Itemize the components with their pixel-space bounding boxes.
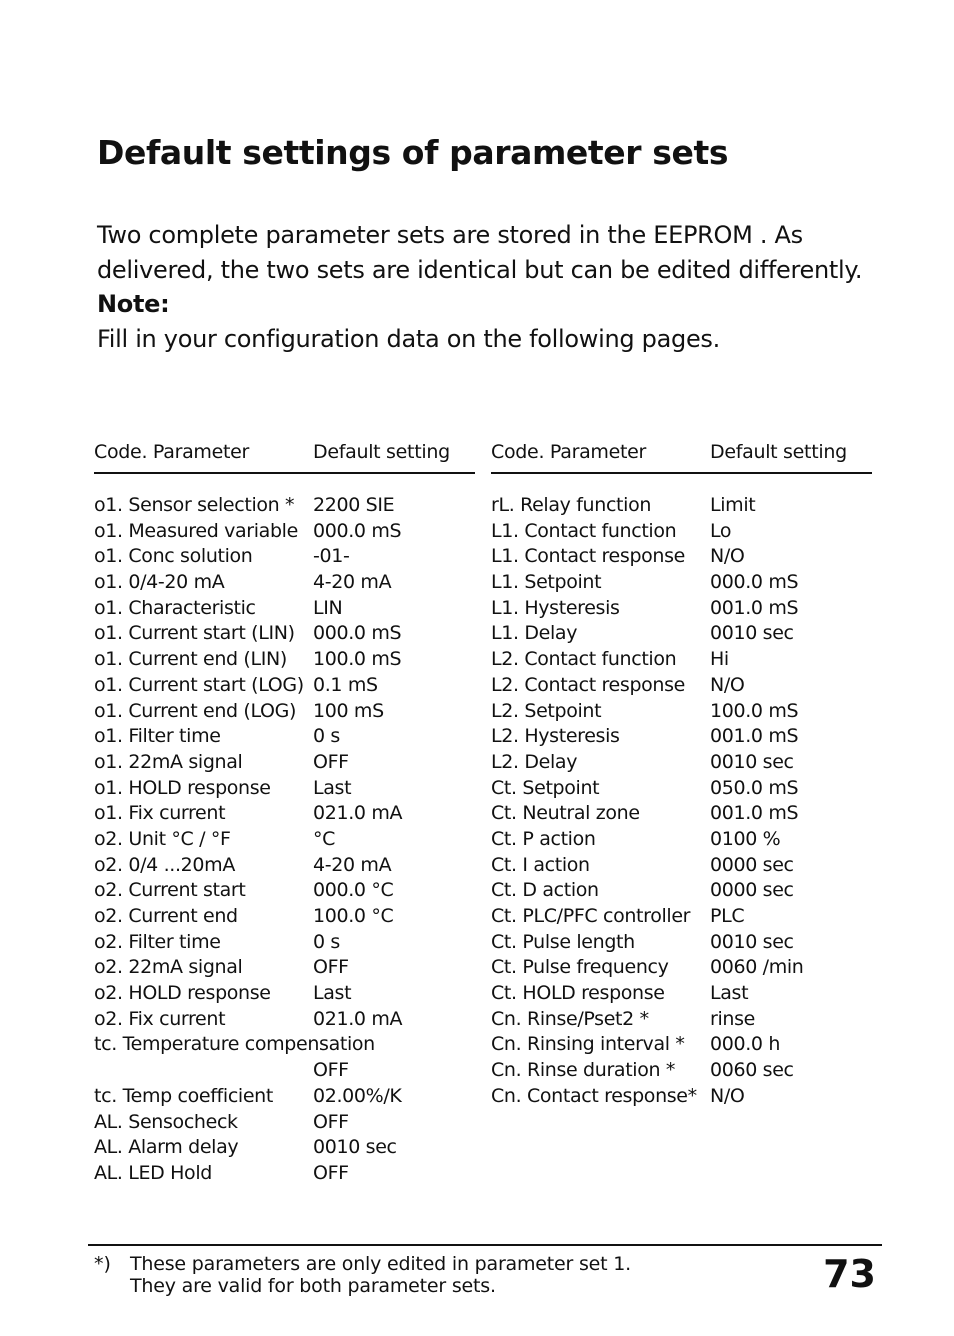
table-row (491, 955, 872, 981)
parameter-name: Ct. D action (491, 879, 599, 902)
table-row (491, 621, 872, 647)
default-value: 0010 sec (710, 750, 794, 773)
parameter-name: tc. Temperature compensation (94, 1033, 375, 1056)
default-value: 001.0 mS (710, 725, 799, 748)
table-row (491, 673, 872, 699)
table-row (491, 570, 872, 596)
default-value: 100 mS (313, 699, 384, 722)
table-row (94, 853, 475, 879)
default-value: OFF (313, 1059, 349, 1082)
parameter-name: o2. Unit °C / °F (94, 827, 231, 850)
parameter-name: Ct. HOLD response (491, 982, 665, 1005)
table-row (491, 544, 872, 570)
table-row (491, 1084, 872, 1110)
parameter-name: AL. Alarm delay (94, 1136, 239, 1159)
default-value: 000.0 mS (710, 571, 799, 594)
table-row (491, 750, 872, 776)
parameter-name: o2. 22mA signal (94, 956, 243, 979)
default-value: OFF (313, 1161, 349, 1184)
parameter-name: L1. Hysteresis (491, 596, 620, 619)
intro-text (97, 218, 897, 356)
parameter-name: o2. Current end (94, 905, 238, 927)
default-value: PLC (710, 905, 745, 927)
default-value: °C (313, 827, 336, 850)
page-number: 73 (823, 1252, 876, 1296)
table-row (94, 544, 475, 570)
table-header (94, 438, 475, 474)
default-value: Last (313, 982, 352, 1005)
default-value: rinse (710, 1007, 755, 1030)
default-value: 001.0 mS (710, 802, 799, 825)
parameter-name: o1. Current start (LIN) (94, 622, 295, 645)
parameter-name: o1. HOLD response (94, 776, 271, 799)
default-value: N/O (710, 1084, 745, 1107)
parameter-name: o1. Fix current (94, 802, 226, 825)
table-row (94, 519, 475, 545)
parameter-name: o2. Current start (94, 879, 246, 902)
default-value: OFF (313, 750, 349, 773)
parameter-name: o1. Conc solution (94, 545, 253, 568)
default-value: 0000 sec (710, 853, 794, 876)
parameter-name: L1. Delay (491, 622, 578, 645)
default-value: 000.0 °C (313, 879, 394, 902)
default-value: Hi (710, 648, 729, 671)
table-row (94, 724, 475, 750)
table-row (94, 878, 475, 904)
table-row (491, 827, 872, 853)
table-row (491, 724, 872, 750)
table-row (491, 904, 872, 930)
footnote (88, 1244, 882, 1297)
parameter-name: Ct. PLC/PFC controller (491, 905, 691, 927)
default-value: 001.0 mS (710, 596, 799, 619)
table-row (94, 827, 475, 853)
default-value: 100.0 °C (313, 905, 394, 927)
parameter-name: o1. Filter time (94, 725, 221, 748)
default-value: 050.0 mS (710, 776, 799, 799)
default-value: OFF (313, 956, 349, 979)
footnote-mark: *) (94, 1253, 111, 1275)
table-row (94, 930, 475, 956)
table-row (94, 673, 475, 699)
default-value: 0 s (313, 725, 340, 748)
default-value: Last (710, 982, 749, 1005)
table-body (491, 493, 872, 1110)
default-value: 02.00%/K (313, 1084, 402, 1107)
parameter-name: rL. Relay function (491, 494, 652, 516)
default-value: 0100 % (710, 827, 781, 850)
parameter-name: Cn. Rinse/Pset2 * (491, 1007, 649, 1030)
default-value: 0 s (313, 930, 340, 953)
default-value: 100.0 mS (313, 648, 402, 671)
parameter-name: L1. Contact function (491, 519, 677, 542)
table-row (491, 1032, 872, 1058)
table-row (491, 1058, 872, 1084)
table-row (94, 1161, 475, 1187)
default-value: 0060 /min (710, 956, 804, 979)
table-row (94, 596, 475, 622)
table-row (94, 1032, 475, 1058)
default-value: N/O (710, 673, 745, 696)
parameter-name: L1. Contact response (491, 545, 686, 568)
header-default-setting: Default setting (313, 441, 450, 463)
default-value: Lo (710, 519, 732, 542)
default-value: 0010 sec (710, 930, 794, 953)
default-value: 0010 sec (710, 622, 794, 645)
default-value: 000.0 mS (313, 519, 402, 542)
parameter-name: Ct. I action (491, 853, 590, 876)
header-default-setting: Default setting (710, 441, 847, 463)
parameter-name: o2. 0/4 ...20mA (94, 853, 235, 876)
footnote-line: These parameters are only edited in parameter set 1. (130, 1253, 631, 1275)
table-row (491, 930, 872, 956)
note-text: Fill in your configuration data on the following pages. (97, 324, 720, 353)
table-header (491, 438, 872, 474)
table-row (94, 1007, 475, 1033)
table-row (491, 776, 872, 802)
table-row (491, 801, 872, 827)
default-value: 4-20 mA (313, 853, 392, 876)
note-label: Note: (97, 290, 170, 318)
table-row (94, 981, 475, 1007)
parameter-name: Ct. P action (491, 827, 596, 850)
table-row (94, 801, 475, 827)
default-value: Last (313, 776, 352, 799)
parameter-name: Cn. Rinse duration * (491, 1059, 676, 1082)
table-row (94, 1110, 475, 1136)
default-value: 0000 sec (710, 879, 794, 902)
table-row (94, 904, 475, 930)
footnote-line: They are valid for both parameter sets. (130, 1275, 496, 1297)
table-row (491, 519, 872, 545)
parameter-name: o1. 0/4-20 mA (94, 571, 225, 594)
parameter-name: o2. Fix current (94, 1007, 226, 1030)
parameter-name: o1. Characteristic (94, 596, 256, 619)
table-row (94, 1058, 475, 1084)
intro-line: delivered, the two sets are identical but can be edited differently. (97, 255, 863, 284)
default-value: 021.0 mA (313, 802, 403, 825)
parameter-name: o2. Filter time (94, 930, 221, 953)
table-row (94, 621, 475, 647)
default-value: -01- (313, 545, 350, 568)
parameter-name: o1. Measured variable (94, 519, 298, 542)
table-row (491, 981, 872, 1007)
parameter-name: tc. Temp coefficient (94, 1084, 273, 1107)
default-value: 2200 SIE (313, 494, 395, 516)
parameter-name: Cn. Rinsing interval * (491, 1033, 685, 1056)
default-value: 0010 sec (313, 1136, 397, 1159)
table-row (94, 1084, 475, 1110)
table-row (491, 596, 872, 622)
intro-line: Two complete parameter sets are stored in the EEPROM . As (97, 221, 803, 249)
parameter-table-right (491, 438, 872, 1110)
table-row (94, 647, 475, 673)
table-row (94, 570, 475, 596)
table-row (94, 1135, 475, 1161)
parameter-name: L2. Setpoint (491, 699, 602, 722)
parameter-name: Ct. Setpoint (491, 776, 600, 799)
parameter-name: Ct. Neutral zone (491, 802, 640, 825)
header-code-parameter: Code. Parameter (94, 441, 250, 463)
default-value: 000.0 h (710, 1033, 781, 1056)
header-code-parameter: Code. Parameter (491, 441, 647, 463)
default-value: N/O (710, 545, 745, 568)
table-body (94, 493, 475, 1187)
parameter-name: o1. Current end (LOG) (94, 699, 297, 722)
page-title: Default settings of parameter sets (97, 133, 729, 172)
footnote-text (130, 1253, 631, 1297)
table-row (491, 853, 872, 879)
parameter-name: o1. Current end (LIN) (94, 648, 287, 671)
table-row (491, 1007, 872, 1033)
default-value: 4-20 mA (313, 571, 392, 594)
default-value: 000.0 mS (313, 622, 402, 645)
parameter-name: o1. Sensor selection * (94, 494, 295, 516)
table-row (94, 493, 475, 519)
parameter-name: L2. Delay (491, 750, 578, 773)
parameter-name: AL. Sensocheck (94, 1110, 238, 1133)
default-value: OFF (313, 1110, 349, 1133)
parameter-name: Cn. Contact response* (491, 1084, 697, 1107)
default-value: LIN (313, 596, 343, 619)
parameter-name: L2. Contact response (491, 673, 686, 696)
parameter-table-left (94, 438, 475, 1187)
table-row (491, 699, 872, 725)
default-value: 100.0 mS (710, 699, 799, 722)
table-row (94, 750, 475, 776)
table-row (491, 493, 872, 519)
parameter-name: L1. Setpoint (491, 571, 602, 594)
default-value: 0.1 mS (313, 673, 378, 696)
parameter-name: Ct. Pulse length (491, 930, 635, 953)
table-row (491, 878, 872, 904)
table-row (94, 776, 475, 802)
parameter-name: o1. Current start (LOG) (94, 673, 304, 696)
parameter-name: AL. LED Hold (94, 1161, 212, 1184)
table-row (491, 647, 872, 673)
parameter-name: Ct. Pulse frequency (491, 956, 669, 979)
default-value: 0060 sec (710, 1059, 794, 1082)
table-row (94, 699, 475, 725)
parameter-name: L2. Contact function (491, 648, 677, 671)
parameter-name: o2. HOLD response (94, 982, 271, 1005)
table-row (94, 955, 475, 981)
default-value: 021.0 mA (313, 1007, 403, 1030)
default-value: Limit (710, 494, 756, 516)
parameter-name: o1. 22mA signal (94, 750, 243, 773)
parameter-name: L2. Hysteresis (491, 725, 620, 748)
